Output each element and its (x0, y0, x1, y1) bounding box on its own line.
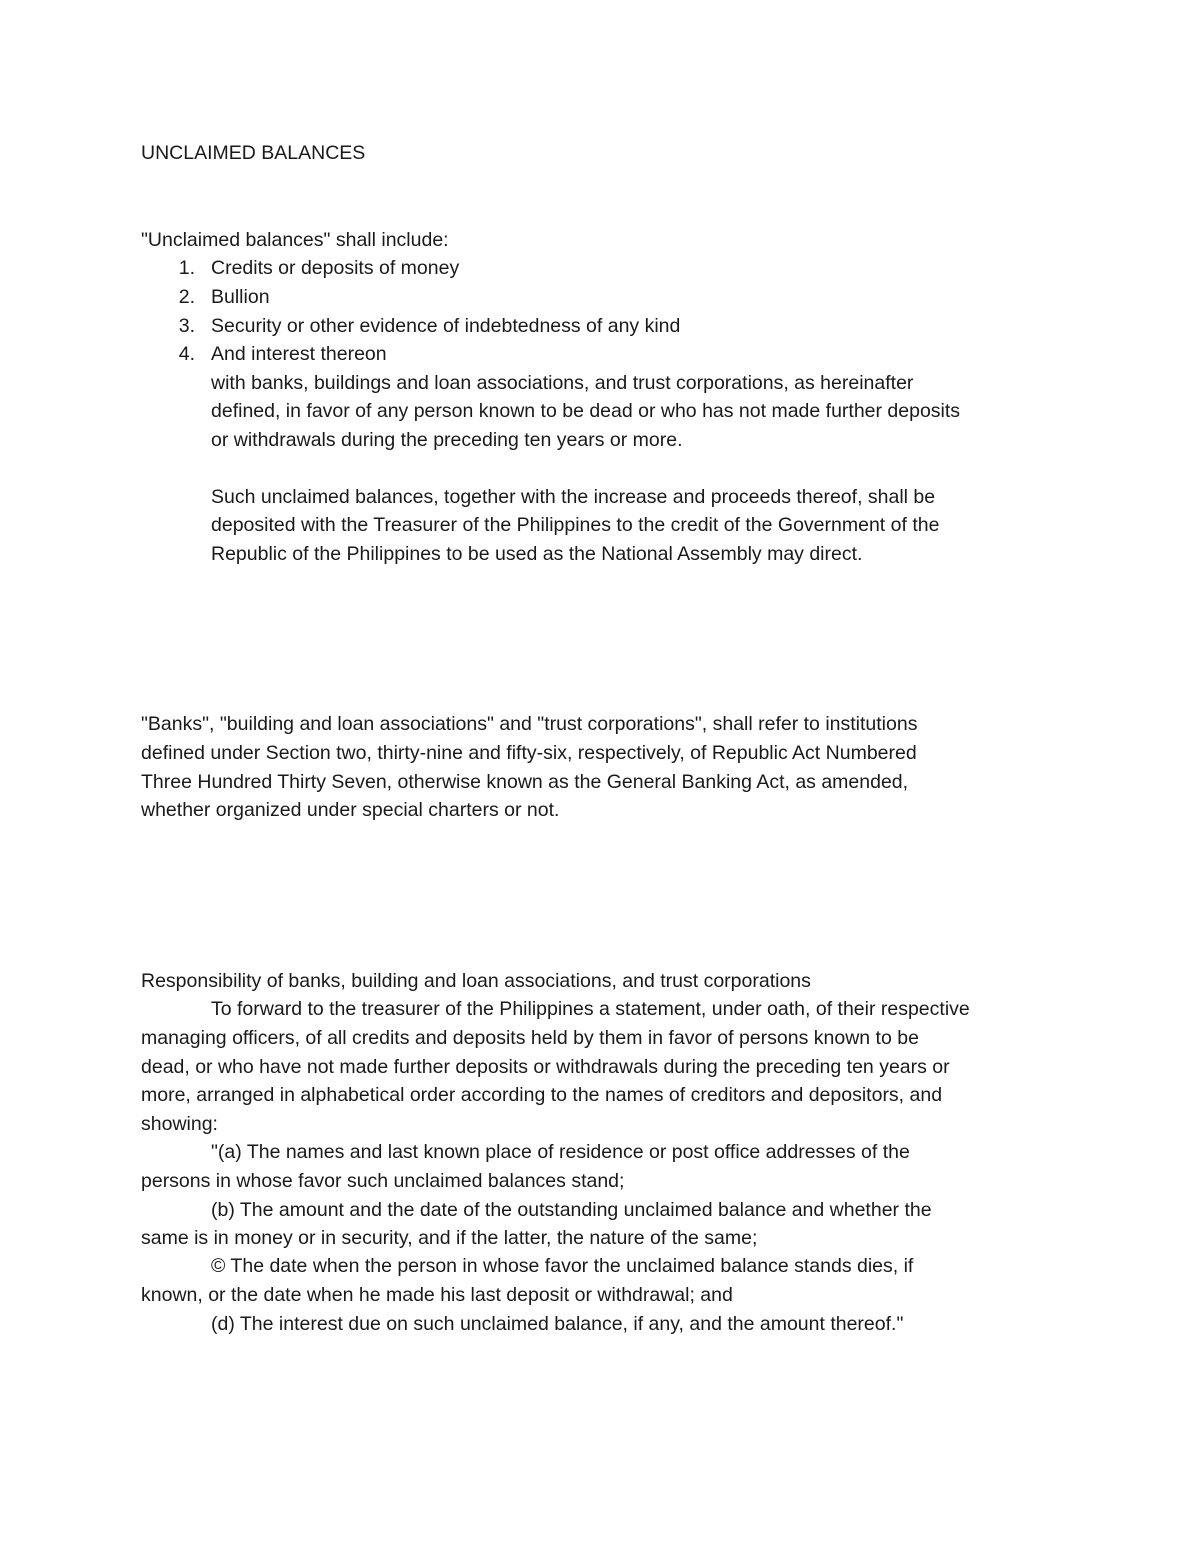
list-item-text: And interest thereon (211, 343, 387, 365)
list-item-text: Security or other evidence of indebtedness of any kind (211, 315, 681, 337)
document-title: UNCLAIMED BALANCES (141, 142, 366, 164)
list-item-text: Bullion (211, 286, 270, 308)
responsibility-paragraph-line: managing officers, of all credits and deposits held by them in favor of persons known to be (141, 1027, 919, 1049)
item-c-line: known, or the date when he made his last deposit or withdrawal; and (141, 1284, 733, 1306)
responsibility-heading: Responsibility of banks, building and loan associations, and trust corporations (141, 970, 811, 992)
deposit-paragraph-line: Such unclaimed balances, together with the increase and proceeds thereof, shall be (211, 486, 936, 508)
responsibility-paragraph-line: To forward to the treasurer of the Philippines a statement, under oath, of their respective (211, 998, 970, 1020)
list-item-number: 1. (178, 257, 195, 279)
list-item-number: 2. (178, 286, 195, 308)
deposit-paragraph-line: Republic of the Philippines to be used as the National Assembly may direct. (211, 543, 863, 565)
item-d-line: (d) The interest due on such unclaimed balance, if any, and the amount thereof." (211, 1313, 904, 1335)
banks-definition-line: defined under Section two, thirty-nine and fifty-six, respectively, of Republic Act Numbered (141, 742, 917, 764)
list-item-number: 3. (178, 315, 195, 337)
banks-definition-line: Three Hundred Thirty Seven, otherwise known as the General Banking Act, as amended, (141, 771, 909, 793)
responsibility-paragraph-line: showing: (141, 1113, 218, 1135)
item-a-line: "(a) The names and last known place of residence or post office addresses of the (211, 1141, 910, 1163)
list-continuation-line: with banks, buildings and loan associations, and trust corporations, as hereinafter (211, 372, 914, 394)
responsibility-paragraph-line: more, arranged in alphabetical order according to the names of creditors and depositors, and (141, 1084, 943, 1106)
responsibility-paragraph-line: dead, or who have not made further deposits or withdrawals during the preceding ten years or (141, 1056, 950, 1078)
deposit-paragraph-line: deposited with the Treasurer of the Philippines to the credit of the Government of the (211, 514, 940, 536)
item-b-line: (b) The amount and the date of the outstanding unclaimed balance and whether the (211, 1199, 932, 1221)
list-continuation-line: defined, in favor of any person known to be dead or who has not made further deposits (211, 400, 961, 422)
definition-intro: "Unclaimed balances" shall include: (141, 229, 449, 251)
item-a-line: persons in whose favor such unclaimed balances stand; (141, 1170, 625, 1192)
list-item-text: Credits or deposits of money (211, 257, 460, 279)
banks-definition-line: whether organized under special charters or not. (141, 799, 560, 821)
list-continuation-line: or withdrawals during the preceding ten years or more. (211, 429, 683, 451)
item-b-line: same is in money or in security, and if the latter, the nature of the same; (141, 1227, 758, 1249)
item-c-line: © The date when the person in whose favor the unclaimed balance stands dies, if (211, 1255, 914, 1277)
banks-definition-line: "Banks", "building and loan associations" and "trust corporations", shall refer to institutions (141, 713, 918, 735)
list-item-number: 4. (178, 343, 195, 365)
